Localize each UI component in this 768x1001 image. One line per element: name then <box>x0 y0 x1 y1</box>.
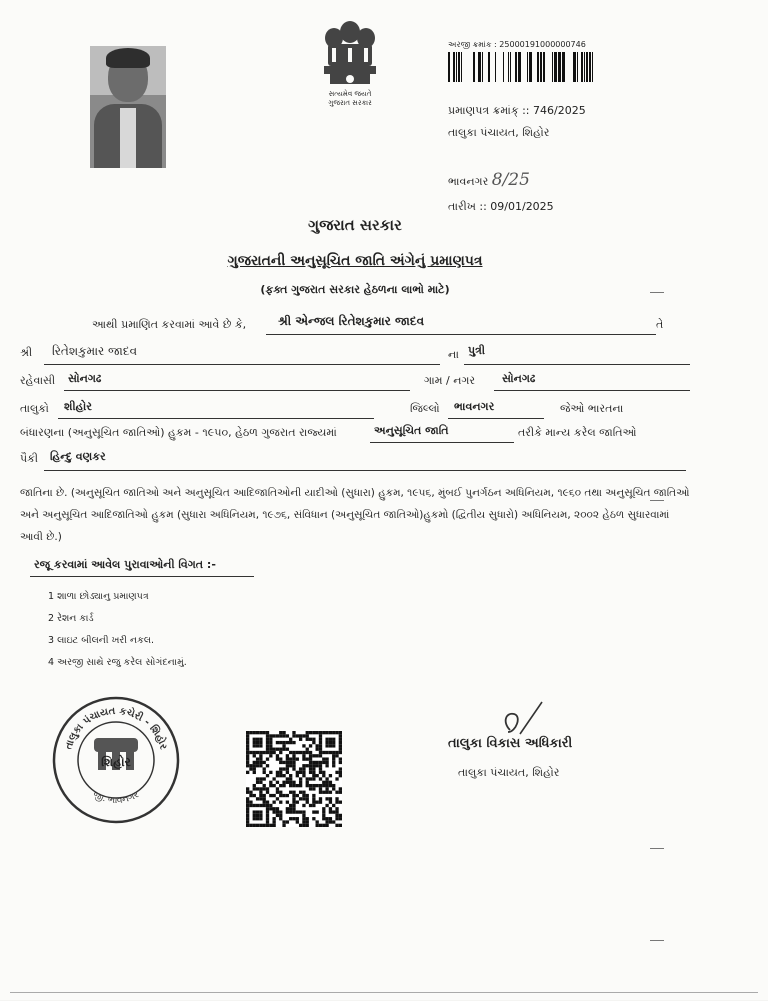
government-title: ગુજરાત સરકાર <box>308 216 402 234</box>
issuing-office: તાલુકા પંચાયત, શિહોર <box>448 126 550 139</box>
issue-date: તારીખ :: 09/01/2025 <box>448 200 554 213</box>
list-item: 1 શાળા છોડ્યાનુ પ્રમાણપત્ર <box>48 591 149 602</box>
svg-text:જી. ભાવનગર <box>91 790 141 806</box>
barcode <box>448 52 600 82</box>
handwritten-reference: 8/25 <box>491 170 530 190</box>
relation-prefix: ના <box>448 348 459 361</box>
list-item: 4 અરજી સાથે રજુ કરેલ સોગંદનામું. <box>48 657 187 668</box>
order-text: બંધારણના (અનુસૂચિત જાતિઓ) હુકમ - ૧૯૫૦, હેઠળ ગુજરાત રાજ્યમાં <box>20 426 337 439</box>
documents-heading: રજૂ કરવામાં આવેલ પુરાવાઓની વિગત :- <box>34 558 216 571</box>
order-suffix: તરીકે માન્ય કરેલ જાતિઓ <box>518 426 637 439</box>
emblem-authority: ગુજરાત સરકાર <box>328 99 372 107</box>
residence: સોનગઢ <box>68 372 102 385</box>
certificate-note: (ફક્ત ગુજરાત સરકાર હેઠળના લાભો માટે) <box>260 283 450 296</box>
legal-paragraph: જાતિના છે. (અનુસૂચિત જાતિઓ અને અનુસૂચિત આદિજાતિઓની યાદીઓ (સુધારા) હુકમ, ૧૯૫૬, મુંબઈ પુનર્ગઠન અધિનિયમ, ૧૯૬૦ તથા અનુસૂચિત જાતિઓ અને અનુસૂચિત આદિજાતિઓ હુકમ (સુધારા અધિનિયમ, ૧૯૭૬, સંવિધાન (અનુસૂચિત જાતિઓ)હુકમો (દ્વિતીય સુધારો) અધિનિયમ, ૨૦૦૨ હેઠળ સુધારવામાં આવી છે.) <box>20 487 690 543</box>
state-emblem-icon <box>314 18 386 92</box>
village: સોનગઢ <box>502 372 536 385</box>
caste-category: અનુસૂચિત જાતિ <box>374 424 449 437</box>
seal-bottom-text: જી. ભાવનગર <box>91 790 141 807</box>
relation: પુત્રી <box>468 344 486 357</box>
signatory-title: તાલુકા વિકાસ અધિકારી <box>448 736 573 751</box>
residence-label: રહેવાસી <box>20 374 56 387</box>
certificate-title: ગુજરાતની અનુસૂચિત જાતિ અંગેનું પ્રમાણપત્ર <box>227 253 483 269</box>
intro-text: આથી પ્રમાણિત કરવામાં આવે છે કે, <box>92 318 247 331</box>
holder-name: શ્રી એન્જલ રિતેશકુમાર જાદવ <box>278 314 425 328</box>
list-item: 2 રેશન કાર્ડ <box>48 613 94 624</box>
certificate-number: પ્રમાણપત્ર ક્રમાંક્ :: 746/2025 <box>448 104 586 117</box>
office-seal-icon <box>50 694 182 826</box>
emblem-motto: સત્યમેવ જયતે <box>328 90 372 98</box>
signature-icon <box>496 700 556 740</box>
parent-name: રિતેશકુમાર જાદવ <box>52 344 138 358</box>
taluka-label: તાલુકો <box>20 402 49 415</box>
parent-prefix: શ્રી <box>20 346 33 359</box>
seal-center-text: શિહોર <box>101 755 131 769</box>
signatory-office: તાલુકા પંચાયત, શિહોર <box>458 766 560 779</box>
caste: હિન્દુ વણકર <box>50 450 106 463</box>
documents-list <box>48 586 187 674</box>
district-label: જિલ્લો <box>410 402 440 415</box>
intro-suffix: તે <box>656 318 664 331</box>
qr-code <box>246 731 342 827</box>
village-label: ગામ / નગર <box>424 374 476 387</box>
district: ભાવનગર <box>454 400 495 413</box>
caste-prefix: પૈકી <box>20 452 39 465</box>
seal-ring-text: તાલુકા પંચાયત કચેરી - શિહોર <box>63 705 169 751</box>
place-reference: ભાવનગર 8/25 <box>448 170 530 190</box>
applicant-photo <box>90 46 166 168</box>
taluka: શીહોર <box>64 400 92 413</box>
district-suffix: જેઓ ભારતના <box>560 402 624 415</box>
application-number: અરજી ક્રમાંક : 25000191000000746 <box>448 40 586 49</box>
list-item: 3 લાઇટ બીલની ખરી નકલ. <box>48 635 155 646</box>
